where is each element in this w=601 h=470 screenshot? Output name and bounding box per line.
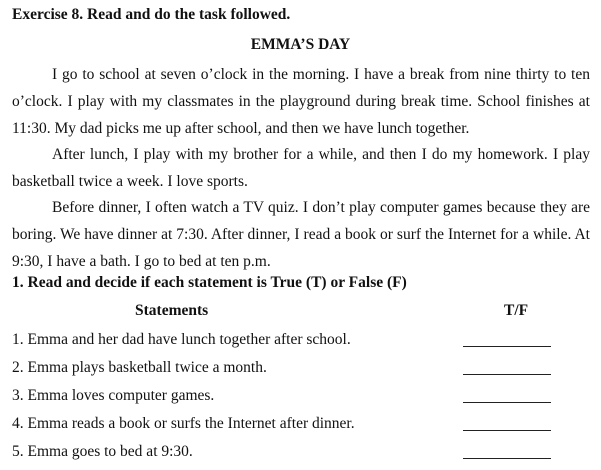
statement-row [12, 415, 590, 439]
answer-blank[interactable] [463, 374, 551, 375]
answer-blank[interactable] [463, 402, 551, 403]
exercise-heading: Exercise 8. Read and do the task followed. [12, 6, 291, 23]
statement-text: 3. Emma loves computer games. [12, 387, 215, 404]
passage-title: EMMA’S DAY [250, 36, 351, 53]
passage-paragraph: Before dinner, I often watch a TV quiz. I don’t play computer games because they are boring. We have dinner at 7:30. After dinner, I read a book or surf the Internet for a while. At 9:30, I have a bath. I go to bed at ten p.m. [12, 199, 590, 270]
statement-row [12, 359, 590, 383]
answer-blank[interactable] [463, 346, 551, 347]
statements-column-header: Statements [135, 302, 209, 319]
true-false-column-header: T/F [504, 302, 529, 319]
statement-text: 4. Emma reads a book or surfs the Internet after dinner. [12, 415, 355, 432]
task-instruction: 1. Read and decide if each statement is True (T) or False (F) [12, 274, 407, 291]
statement-row [12, 443, 590, 467]
statement-row [12, 331, 590, 355]
statement-text: 5. Emma goes to bed at 9:30. [12, 443, 193, 460]
statement-text: 2. Emma plays basketball twice a month. [12, 359, 267, 376]
answer-blank[interactable] [463, 430, 551, 431]
passage-paragraph: I go to school at seven o’clock in the morning. I have a break from nine thirty to ten o’clock. I play with my classmates in the playground during break time. School finishes at 11:30. My dad picks me up after school, and then we have lunch together. [12, 66, 590, 137]
answer-blank[interactable] [463, 458, 551, 459]
passage-paragraph: After lunch, I play with my brother for a while, and then I do my homework. I play basketball twice a week. I love sports. [12, 146, 590, 190]
statement-text: 1. Emma and her dad have lunch together after school. [12, 331, 351, 348]
statement-row [12, 387, 590, 411]
